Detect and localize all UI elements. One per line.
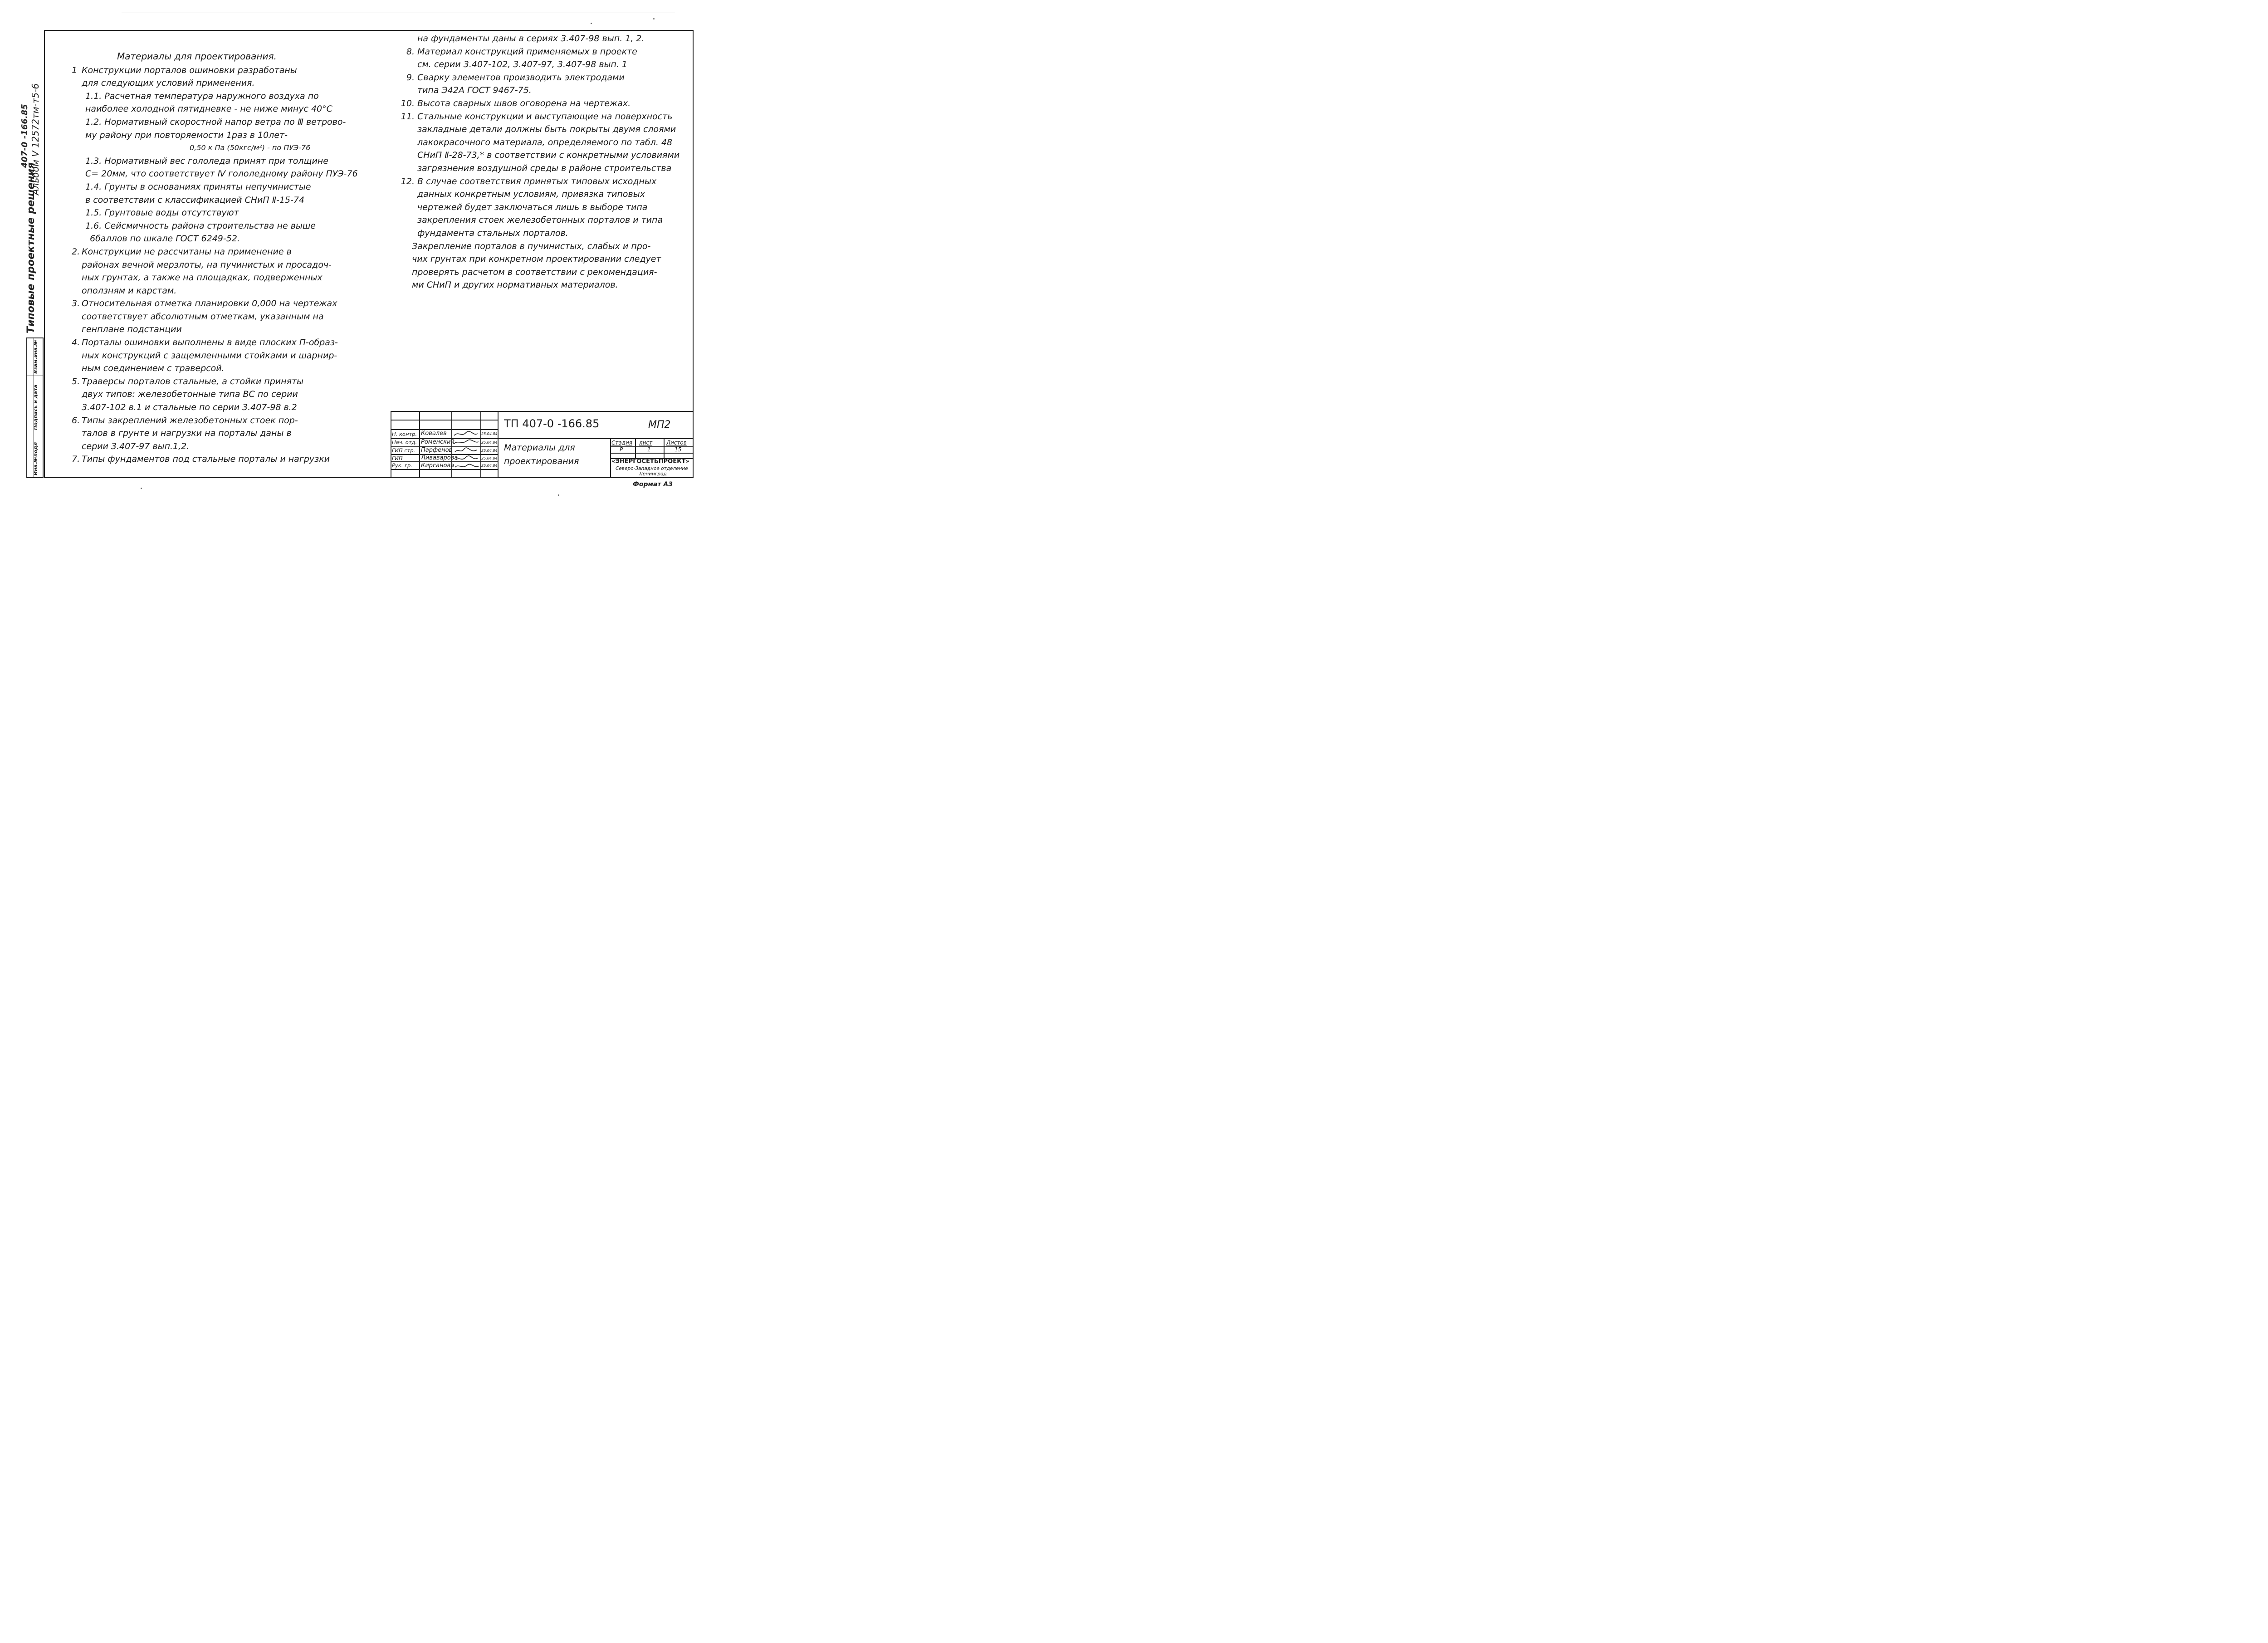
document-code: ТП 407-0 -166.85 xyxy=(504,417,600,430)
item-line: 1.5. Грунтовые воды отсутствуют xyxy=(85,208,239,218)
item-line: ми СНиП и других нормативных материалов. xyxy=(412,280,618,290)
role-cell: Нач. отд. xyxy=(392,439,417,445)
item-line: 1.3. Нормативный вес гололеда принят при толщине xyxy=(85,156,328,166)
list-item-5 xyxy=(72,375,385,414)
item-line: 1.2. Нормативный скоростной напор ветра по Ⅲ ветрово- xyxy=(85,117,346,127)
name-cell: Ливаварова xyxy=(421,455,458,461)
subitem-1-6 xyxy=(72,220,385,245)
item-number: 5. xyxy=(72,376,80,386)
list-item-11 xyxy=(399,110,694,175)
item-number: 11. xyxy=(401,111,415,122)
name-cell: Парфенов xyxy=(421,447,453,454)
list-item-7 xyxy=(72,453,385,466)
item-line: Сварку элементов производить электродами xyxy=(417,72,625,83)
date-cell: 25.04.84 xyxy=(481,464,498,468)
item-line: 1.6. Сейсмичность района строительства не выше xyxy=(85,220,316,231)
item-line: лакокрасочного материала, определяемого по табл. 48 xyxy=(417,137,673,147)
item-line: фундамента стальных порталов. xyxy=(417,228,568,238)
final-paragraph xyxy=(399,240,694,292)
item-line: закладные детали должны быть покрыты двумя слоями xyxy=(417,124,676,135)
document-title-line: Материалы для xyxy=(504,443,575,453)
margin-album-vertical: Альбом Ⅴ 12572тм-т5-6 xyxy=(30,83,41,195)
title-block xyxy=(391,411,694,478)
list-item-8 xyxy=(399,45,694,71)
item-line: ным соединением с траверсой. xyxy=(82,363,225,374)
scan-speck xyxy=(653,18,655,20)
item-number: 12. xyxy=(401,176,415,186)
right-text-column xyxy=(399,32,694,292)
subitem-1-1 xyxy=(72,90,385,116)
scan-speck xyxy=(141,488,142,489)
item-number: 10. xyxy=(401,98,415,108)
left-text-column xyxy=(72,50,385,466)
item-line: 3.407-102 в.1 и стальные по серии 3.407-98 в.2 xyxy=(82,402,297,413)
subitem-1-3 xyxy=(72,155,385,181)
sheet-code: МП2 xyxy=(648,419,671,430)
list-item-10 xyxy=(399,97,694,110)
item-number: 4. xyxy=(72,337,80,348)
stamp-cell-sign xyxy=(27,376,43,433)
item-line: серии 3.407-97 вып.1,2. xyxy=(82,441,190,451)
item-line: загрязнения воздушной среды в районе строительства xyxy=(417,163,672,173)
name-cell: Кирсанова xyxy=(421,462,455,469)
item-number: 9. xyxy=(406,72,415,83)
scan-speck xyxy=(558,494,559,496)
item-line: в соответствии с классификацией СНиП Ⅱ-15-74 xyxy=(85,195,305,205)
item-line: Конструкции не рассчитаны на применение в xyxy=(82,246,292,257)
subitem-1-2 xyxy=(72,116,385,155)
item-line: Конструкции порталов ошиновки разработаны xyxy=(82,65,297,75)
stamp-cell-replace xyxy=(27,338,43,376)
tb-grid-line xyxy=(635,438,636,458)
item-line: Стальные конструкции и выступающие на поверхность xyxy=(417,111,673,122)
item-number: 7. xyxy=(72,454,80,465)
role-cell: ГИП xyxy=(392,455,403,461)
item-line: Материал конструкций применяемых в проекте xyxy=(417,46,637,57)
list-item-9 xyxy=(399,71,694,97)
list-item-6 xyxy=(72,414,385,453)
date-cell: 25.04.84 xyxy=(481,440,498,445)
role-cell: ГИП стр. xyxy=(392,447,415,454)
organization-branch: Северо-Западное отделение xyxy=(616,466,688,471)
continuation-line: на фундаменты даны в сериях 3.407-98 вып. 1, 2. xyxy=(417,34,645,44)
margin-code-vertical: 407-0 -166.85 xyxy=(20,104,29,168)
section-heading: Материалы для проектирования. xyxy=(117,51,277,62)
item-line: данных конкретным условиям, привязка типовых xyxy=(417,189,645,200)
subitem-1-5 xyxy=(72,206,385,220)
tb-grid-line xyxy=(419,411,420,478)
list-item-4 xyxy=(72,336,385,375)
list-item-1 xyxy=(72,64,385,90)
item-line: Типы фундаментов под стальные порталы и нагрузки xyxy=(82,454,330,465)
document-title-line: проектирования xyxy=(504,456,579,466)
date-cell: 25.04.84 xyxy=(481,432,498,436)
subitem-1-4 xyxy=(72,181,385,206)
tb-grid-line xyxy=(391,469,498,470)
tb-border-top xyxy=(391,411,694,412)
list-item-2 xyxy=(72,245,385,297)
item-line: генплане подстанции xyxy=(82,324,182,335)
stamp-label-sign: Подпись и дата xyxy=(33,385,39,430)
item-line: Закрепление порталов в пучинистых, слабых и про- xyxy=(412,241,651,251)
item-number: 3. xyxy=(72,298,80,309)
item-line: ных грунтах, а также на площадках, подверженных xyxy=(82,273,323,283)
list-item-3 xyxy=(72,297,385,336)
stage-label: Стадия xyxy=(611,440,633,446)
item-line: для следующих условий применения. xyxy=(82,78,255,88)
item-line: наиболее холодной пятидневке - не ниже минус 40°С xyxy=(85,104,332,114)
item-line: двух типов: железобетонные типа ВС по серии xyxy=(82,389,298,400)
scan-speck xyxy=(591,23,592,24)
item-line: проверять расчетом в соответствии с рекомендация- xyxy=(412,267,657,277)
margin-series-vertical: Типовые проектные решения xyxy=(25,162,37,333)
item-number: 2. xyxy=(72,246,80,257)
sheet-value: 1 xyxy=(647,446,651,453)
item-line: Типы закреплений железобетонных стоек пор- xyxy=(82,415,298,425)
stamp-label-replace: Взам.инв.№ xyxy=(33,339,39,374)
stamp-label-inv: Инв.№подл xyxy=(33,442,39,475)
role-cell: Рук. гр. xyxy=(392,462,412,469)
organization-name: «ЭНЕРГОСЕТЬПРОЕКТ» xyxy=(611,458,689,465)
item-line: 1.4. Грунты в основаниях приняты непучинистые xyxy=(85,181,311,192)
item-number: 1 xyxy=(72,65,78,75)
item-line: районах вечной мерзлоты, на пучинистых и просадоч- xyxy=(82,259,332,270)
item-line: см. серии 3.407-102, 3.407-97, 3.407-98 вып. 1 xyxy=(417,59,628,70)
item-line: чертежей будет заключаться лишь в выборе типа xyxy=(417,202,648,212)
item-line: Траверсы порталов стальные, а стойки приняты xyxy=(82,376,304,386)
role-cell: Н. контр. xyxy=(392,431,417,437)
signature-scribbles xyxy=(452,428,480,470)
sheets-value: 15 xyxy=(675,446,682,453)
item-line: 1.1. Расчетная температура наружного воздуха по xyxy=(85,91,319,101)
tb-grid-line xyxy=(664,438,665,458)
item-line: типа Э42А ГОСТ 9467-75. xyxy=(417,85,532,96)
item-line: ных конструкций с защемленными стойками и шарнир- xyxy=(82,350,337,361)
item-line: Порталы ошиновки выполнены в виде плоских П-образ- xyxy=(82,337,338,348)
item-line: Относительная отметка планировки 0,000 на чертежах xyxy=(82,298,337,309)
item-line: соответствует абсолютным отметкам, указанным на xyxy=(82,311,324,322)
tb-grid-line xyxy=(480,411,481,478)
item-line: чих грунтах при конкретном проектировании следует xyxy=(412,254,661,264)
sheet-label: лист xyxy=(639,440,653,446)
date-cell: 25.04.84 xyxy=(481,449,498,453)
stage-value: Р xyxy=(620,446,623,453)
format-label: Формат А3 xyxy=(633,481,673,488)
tb-grid-line xyxy=(498,411,499,478)
item-line: Высота сварных швов оговорена на чертежах. xyxy=(417,98,631,108)
date-cell: 25.04.84 xyxy=(481,456,498,460)
organization-city: Ленинград xyxy=(639,471,667,477)
item-line: СНиП Ⅱ-28-73,* в соответствии с конкретными условиями xyxy=(417,150,680,161)
item-line: му району при повторяемости 1раз в 10лет- xyxy=(85,130,288,140)
tb-grid-line xyxy=(610,453,694,454)
item-number: 8. xyxy=(406,46,415,57)
item-line: талов в грунте и нагрузки на порталы даны в xyxy=(82,428,292,439)
sheets-label: Листов xyxy=(666,440,687,446)
item-line: С= 20мм, что соответствует Ⅳ гололедному району ПУЭ-76 xyxy=(85,169,358,179)
item-line-centered: 0,50 к Па (50кгс/м²) - по ПУЭ-76 xyxy=(190,143,311,152)
item-line: 6баллов по шкале ГОСТ 6249-52. xyxy=(90,234,240,244)
item-line: В случае соответствия принятых типовых исходных xyxy=(417,176,657,186)
name-cell: Ковалев xyxy=(421,430,447,437)
tb-grid-line xyxy=(391,420,498,421)
list-item-12 xyxy=(399,175,694,240)
item-line: оползням и карстам. xyxy=(82,285,177,296)
drawing-sheet xyxy=(0,0,706,502)
stamp-cell-inv xyxy=(27,433,43,477)
item-line: закрепления стоек железобетонных порталов и типа xyxy=(417,215,663,225)
name-cell: Роменский xyxy=(421,439,455,445)
item-number: 6. xyxy=(72,415,80,425)
tb-grid-line xyxy=(391,477,498,478)
stamp-strip xyxy=(26,337,44,478)
